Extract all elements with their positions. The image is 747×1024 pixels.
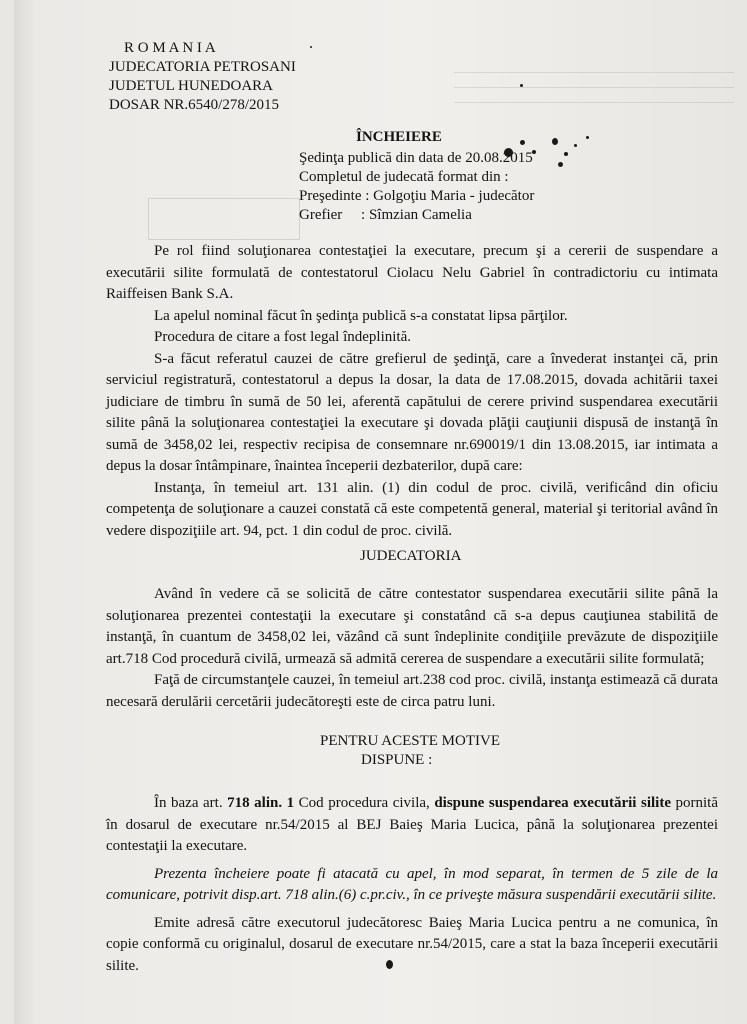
header-file-number: DOSAR NR.6540/278/2015: [109, 97, 280, 113]
session-panel: Completul de judecată format din :: [299, 169, 509, 185]
ruling-decision: dispune suspendarea executării silite: [434, 795, 671, 811]
ruling-text: Cod procedura civila,: [294, 795, 435, 811]
ruling-text: pornită în dosarul de executare nr.54/2015 al BEJ Baieş Maria Lucica, până la soluţionarea prezentei contestaţii la executare.: [106, 795, 719, 854]
session-date: Şedinţa publică din data de 20.08.2015: [299, 150, 533, 166]
reasoning-paragraph: Faţă de circumstanţele cauzei, în temeiul art.238 cod proc. civilă, instanţa estimează că durata necesară derulării cercetării judecătoreşti este de circa patru luni.: [106, 672, 718, 710]
intro-paragraph: La apelul nominal făcut în şedinţa publică s-a constatat lipsa părţilor.: [154, 307, 568, 324]
intro-section: [106, 241, 718, 542]
bleed-through-stamp: [148, 198, 300, 240]
document-page: [14, 0, 747, 1024]
bleed-through-text: [454, 58, 734, 103]
intro-paragraph: Procedura de citare a fost legal îndeplinită.: [154, 329, 411, 345]
session-president: Preşedinte : Golgoţiu Maria - judecător: [299, 188, 535, 204]
ruling-paragraph: Emite adresă către executorul judecătoresc Baieş Maria Lucica pentru a ne comunica, în copie conformă cu originalul, dosarul de executare nr.54/2015, care a stat la baza începerii executării silite.: [106, 914, 718, 974]
reasoning-paragraph: Având în vedere că se solicită de către contestator suspendarea executării silite până la soluţionarea prezentei contestaţii la executare şi constatând că s-a depus cauţiunea stabilită de instanţă, în cuantum de 3458,02 lei, văzând că sunt îndeplinite condiţiile prevăzute de dispoziţiile art.718 Cod procedură civilă, urmează să admită cererea de suspendare a executării silite formulată;: [106, 586, 718, 667]
session-clerk: Grefier : Sîmzian Camelia: [299, 207, 472, 223]
document-title: ÎNCHEIERE: [356, 129, 442, 145]
header-county: JUDETUL HUNEDOARA: [109, 78, 274, 94]
ruling-section: [106, 793, 718, 977]
header-country: R O M A N I A: [124, 40, 216, 56]
intro-paragraph: Pe rol fiind soluţionarea contestaţiei la executare, precum şi a cererii de suspendare a executării silite formulată de contestatorul Ciolacu Nelu Gabriel în contradictoriu cu intimata Raiffeisen Bank S.A.: [106, 243, 718, 302]
ruling-text: În baza art.: [154, 795, 228, 811]
ruling-heading-disposes: DISPUNE :: [361, 752, 433, 768]
court-heading: JUDECATORIA: [360, 548, 462, 564]
ruling-heading: PENTRU ACESTE MOTIVE: [320, 733, 500, 749]
reasoning-section: [106, 584, 718, 713]
header-court: JUDECATORIA PETROSANI: [109, 59, 296, 75]
ruling-paragraph: [106, 793, 718, 858]
intro-paragraph: S-a făcut referatul cauzei de către grefierul de şedinţă, care a învederat instanţei că, prin serviciul registratură, contestatorul a depus la dosar, la data de 17.08.2015, dovada achitării taxei judiciare de timbru în sumă de 50 lei, aferentă capătului de cerere privind suspendarea executării silite până la soluţionarea contestaţiei la executare şi dovada plăţii cauţiunii dispusă de instanţă în sumă de 3458,02 lei, respectiv recipisa de consemnare nr.690019/1 din 13.08.2015, iar intimata a depus la dosar întâmpinare, înaintea începerii dezbaterilor, după care:: [106, 350, 718, 474]
ruling-article: 718 alin. 1: [227, 795, 295, 811]
intro-paragraph: Instanţa, în temeiul art. 131 alin. (1) din codul de proc. civilă, verificând din oficiu competenţa de soluţionare a cauzei constată că este competentă general, material şi teritorial având în vedere dispoziţiile art. 94, pct. 1 din codul de proc. civilă.: [106, 479, 718, 539]
appeal-notice: Prezenta încheiere poate fi atacată cu apel, în mod separat, în termen de 5 zile de la comunicare, potrivit disp.art. 718 alin.(6) c.pr.civ., în ce priveşte măsura suspendării executării silite.: [106, 865, 718, 903]
